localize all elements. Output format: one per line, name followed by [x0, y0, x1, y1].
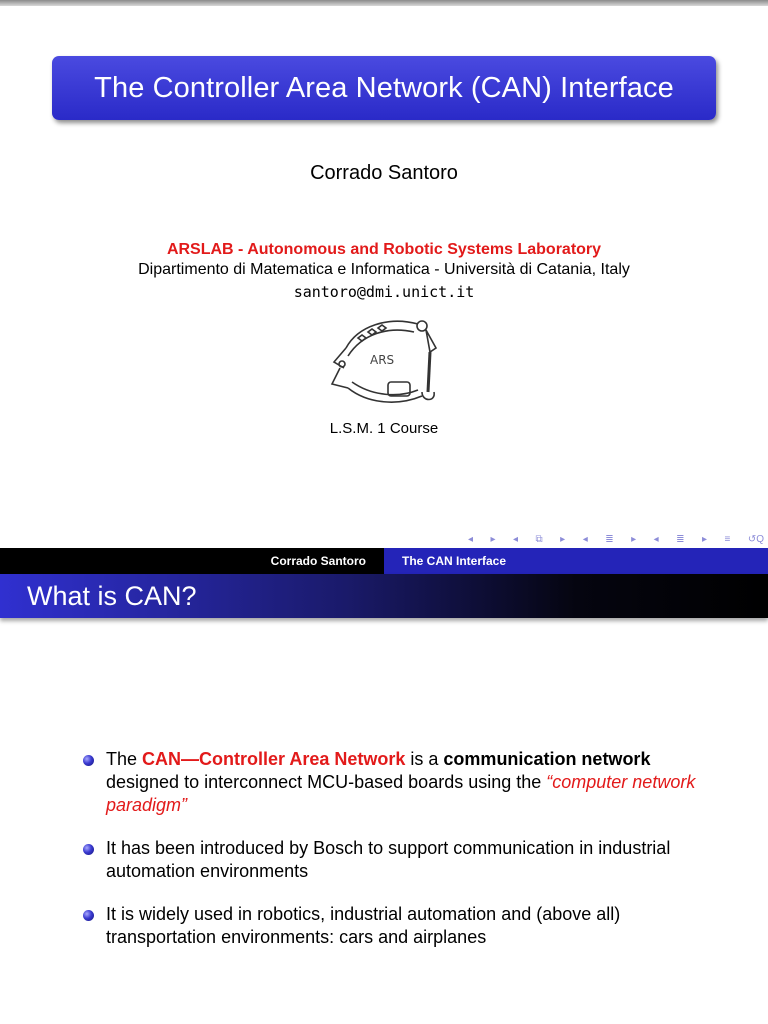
- presentation-title: The Controller Area Network (CAN) Interface: [52, 56, 716, 120]
- nav-next-icon[interactable]: ▸: [490, 533, 496, 545]
- content-slide: [0, 548, 768, 1024]
- author-name: Corrado Santoro: [310, 162, 458, 184]
- bullet-list: [0, 748, 768, 969]
- bullet-icon: [83, 844, 94, 855]
- bullet-text-part: The: [106, 749, 143, 769]
- nav-section-next-icon[interactable]: ▸: [631, 533, 637, 545]
- nav-frame-next-icon[interactable]: ▸: [560, 533, 566, 545]
- department-name: Dipartimento di Matematica e Informatica - Università di Catania, Italy: [138, 261, 630, 278]
- nav-section-prev-icon[interactable]: ◂: [582, 533, 588, 545]
- nav-frame-prev-icon[interactable]: ◂: [513, 533, 519, 545]
- slide-headline: [0, 548, 768, 574]
- frame-icon[interactable]: ⧉: [535, 533, 543, 545]
- bullet-text-part: is a: [405, 749, 444, 769]
- bullet-icon: [83, 755, 94, 766]
- bullet-item: [0, 837, 768, 883]
- bullet-text: It is widely used in robotics, industrial automation and (above all) transportation environments: cars and airplanes: [106, 904, 621, 947]
- nav-prev-icon[interactable]: ◂: [468, 533, 474, 545]
- course-name: L.S.M. 1 Course: [329, 420, 439, 437]
- communication-network-term: communication network: [443, 749, 651, 769]
- nav-subsection-prev-icon[interactable]: ◂: [653, 533, 659, 545]
- frame-title: What is CAN?: [0, 574, 768, 618]
- section-icon[interactable]: ≣: [605, 533, 614, 545]
- search-icon[interactable]: ↺Q: [747, 533, 764, 545]
- subsection-icon[interactable]: ≣: [676, 533, 685, 545]
- can-term: CAN—Controller Area Network: [142, 749, 406, 769]
- headline-author[interactable]: Corrado Santoro: [0, 548, 384, 574]
- bullet-icon: [83, 910, 94, 921]
- menu-icon[interactable]: ≡: [724, 533, 731, 545]
- arslab-logo: [318, 308, 448, 420]
- paradigm-quote: “computer network paradigm”: [106, 772, 696, 815]
- bullet-item: [0, 903, 768, 949]
- headline-title[interactable]: The CAN Interface: [384, 548, 768, 574]
- bullet-text: It has been introduced by Bosch to support communication in industrial automation environments: [106, 838, 671, 881]
- logo-text: ARS: [370, 353, 395, 367]
- lab-name: ARSLAB - Autonomous and Robotic Systems Laboratory: [166, 241, 602, 258]
- nav-subsection-next-icon[interactable]: ▸: [701, 533, 708, 545]
- title-slide: [0, 6, 768, 548]
- author-email[interactable]: santoro@dmi.unict.it: [293, 283, 475, 301]
- bullet-item: [0, 748, 768, 817]
- beamer-navigation-bar: [468, 532, 764, 546]
- bullet-text-part: designed to interconnect MCU-based boards using the: [106, 772, 547, 792]
